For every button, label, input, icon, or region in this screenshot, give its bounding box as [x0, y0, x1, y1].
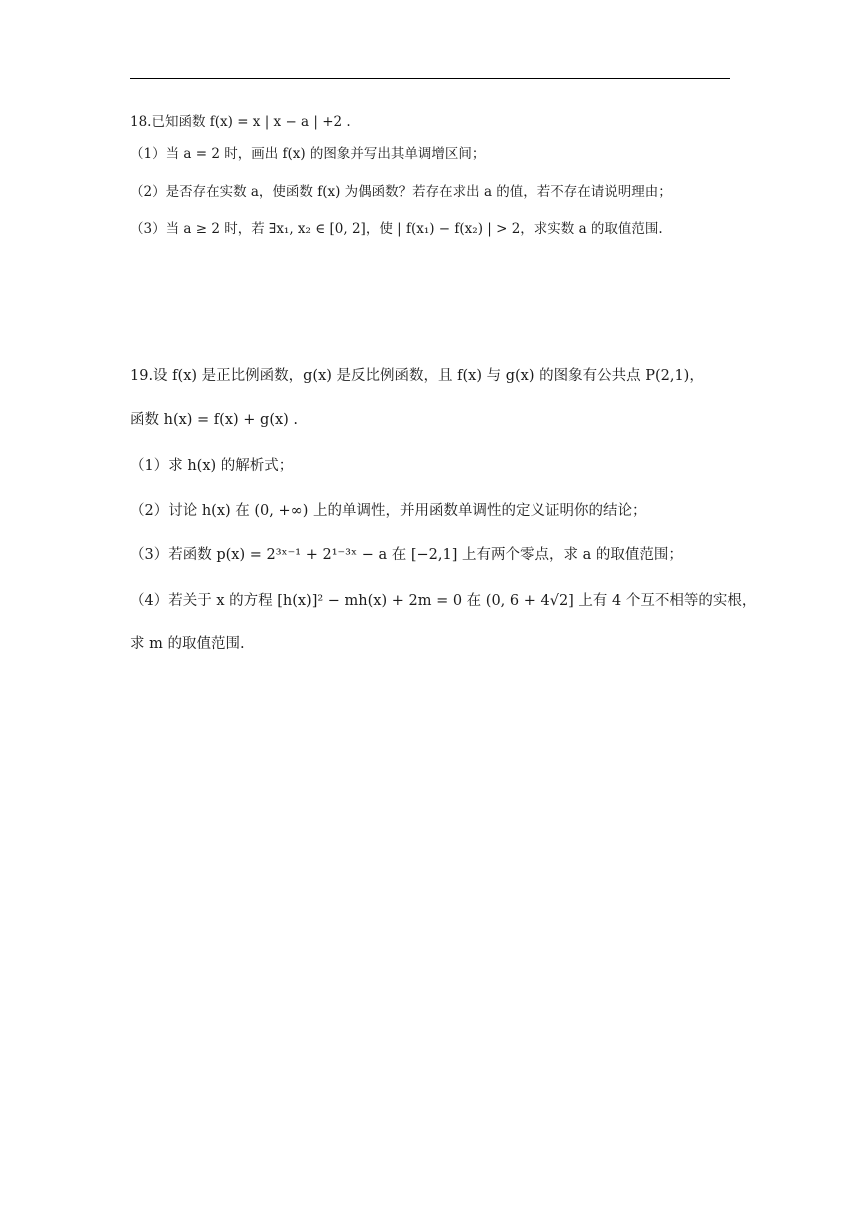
q19-stem-line-2: 函数 h(x) = f(x) + g(x) .	[130, 412, 299, 428]
q19-part-2: （2）讨论 h(x) 在 (0, +∞) 上的单调性，并用函数单调性的定义证明你的结论；	[130, 503, 647, 519]
q19-stem-line-1: 19.设 f(x) 是正比例函数，g(x) 是反比例函数，且 f(x) 与 g(x) 的图象有公共点 P(2,1)，	[130, 368, 704, 384]
q19-part-3: （3）若函数 p(x) = 2³ˣ⁻¹ + 2¹⁻³ˣ − a 在 [−2,1] 上有两个零点，求 a 的取值范围；	[130, 547, 683, 563]
q18-stem: 18.已知函数 f(x) = x | x − a | +2 .	[130, 114, 351, 130]
q18-part-3: （3）当 a ≥ 2 时，若 ∃x₁, x₂ ∈ [0, 2]，使 | f(x₁) − f(x₂) | > 2，求实数 a 的取值范围.	[130, 221, 663, 237]
header-rule	[130, 78, 730, 79]
q18-part-1: （1）当 a = 2 时，画出 f(x) 的图象并写出其单调增区间；	[130, 146, 486, 162]
q19-part-4-line-2: 求 m 的取值范围.	[130, 636, 245, 652]
q19-part-4-line-1: （4）若关于 x 的方程 [h(x)]² − mh(x) + 2m = 0 在 (0, 6 + 4√2] 上有 4 个互不相等的实根，	[130, 593, 757, 609]
q18-part-2: （2）是否存在实数 a，使函数 f(x) 为偶函数？若存在求出 a 的值，若不存在请说明理由；	[130, 184, 672, 200]
q19-part-1: （1）求 h(x) 的解析式；	[130, 458, 294, 474]
